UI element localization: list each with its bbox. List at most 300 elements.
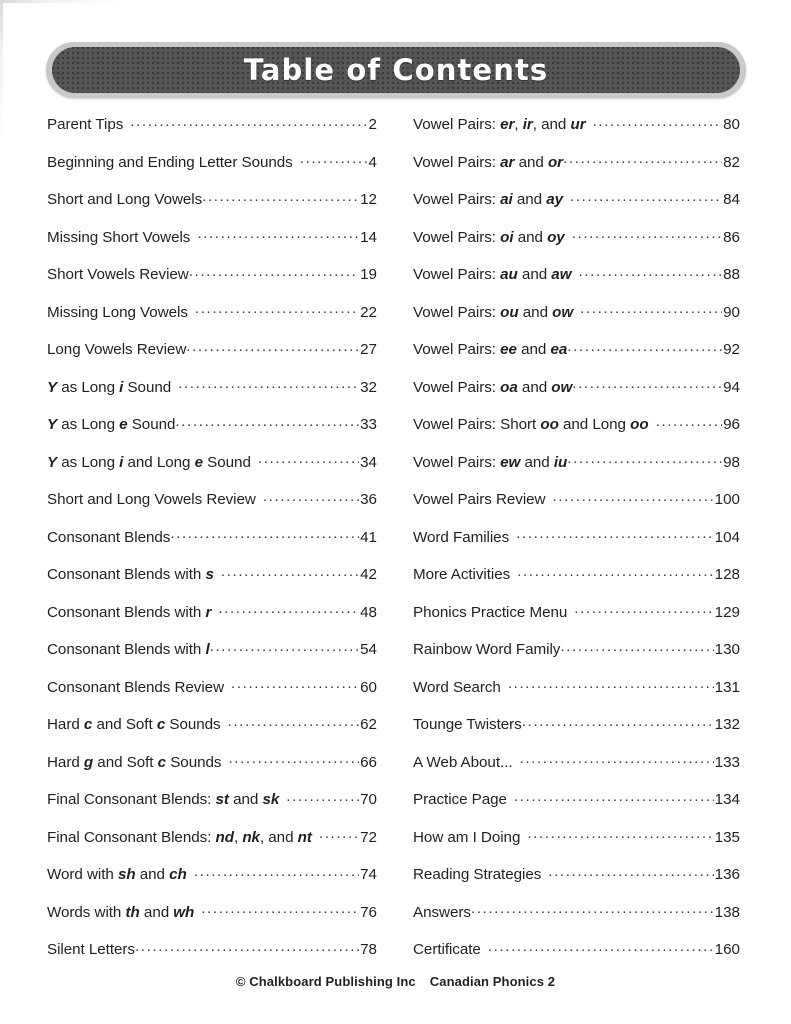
toc-page-number: 66 bbox=[360, 753, 377, 771]
toc-dot-leader bbox=[189, 264, 359, 279]
toc-entry-text: as Long bbox=[57, 416, 120, 434]
toc-page-number: 98 bbox=[723, 453, 740, 471]
toc-page-number: 33 bbox=[360, 416, 377, 434]
toc-entry-title bbox=[413, 829, 520, 846]
toc-entry-text: and bbox=[520, 453, 554, 471]
toc-dot-leader bbox=[516, 527, 714, 542]
toc-entry-text: and bbox=[512, 191, 547, 209]
toc-page-number: 60 bbox=[360, 678, 377, 696]
toc-entry-text: and bbox=[514, 153, 548, 171]
toc-page-number: 132 bbox=[714, 716, 740, 734]
toc-page-number: 54 bbox=[360, 641, 377, 659]
toc-page-number: 130 bbox=[714, 641, 740, 659]
toc-entry-title bbox=[47, 116, 123, 133]
toc-entry[interactable] bbox=[413, 264, 740, 302]
toc-page-number: 62 bbox=[360, 716, 377, 734]
toc-entry-text: Consonant Blends with bbox=[47, 641, 206, 659]
toc-dot-leader bbox=[514, 789, 714, 804]
toc-dot-leader bbox=[286, 789, 359, 804]
toc-entry[interactable] bbox=[413, 602, 740, 640]
toc-entry-text: Vowel Pairs: bbox=[413, 116, 501, 134]
toc-entry-text: and bbox=[135, 866, 170, 884]
toc-entry-phoneme: Y bbox=[47, 416, 58, 434]
toc-entry-text: Vowel Pairs: Short bbox=[413, 416, 541, 434]
toc-entry-phoneme: or bbox=[547, 153, 564, 171]
toc-entry-title bbox=[413, 679, 501, 696]
toc-entry[interactable] bbox=[413, 939, 740, 977]
toc-page-number: 134 bbox=[714, 791, 740, 809]
toc-entry[interactable] bbox=[413, 639, 740, 677]
toc-entry-text: Sound bbox=[127, 416, 176, 434]
toc-entry-text: Sounds bbox=[166, 753, 222, 771]
toc-entry-title bbox=[413, 529, 509, 546]
toc-entry-title bbox=[47, 604, 211, 621]
toc-entry-text: Vowel Pairs: bbox=[413, 266, 501, 284]
toc-page-number: 80 bbox=[723, 116, 740, 134]
toc-entry-title bbox=[47, 379, 171, 396]
toc-entry-title bbox=[47, 904, 194, 921]
toc-dot-leader bbox=[580, 302, 722, 317]
toc-dot-leader bbox=[517, 564, 714, 579]
toc-entry-text: Vowel Pairs: bbox=[413, 153, 501, 171]
toc-entry-text: Practice Page bbox=[413, 791, 507, 809]
toc-entry-text: , and bbox=[259, 828, 298, 846]
toc-entry-phoneme: iu bbox=[553, 453, 568, 471]
toc-page-number: 92 bbox=[723, 341, 740, 359]
toc-entry-title bbox=[47, 416, 175, 433]
toc-entry-phoneme: ai bbox=[500, 191, 513, 209]
toc-dot-leader bbox=[228, 714, 359, 729]
toc-entry-phoneme: Y bbox=[47, 378, 58, 396]
toc-entry[interactable] bbox=[47, 227, 377, 265]
toc-dot-leader bbox=[175, 414, 359, 429]
toc-page-number: 138 bbox=[714, 903, 740, 921]
toc-entry-text: and Long bbox=[123, 453, 195, 471]
toc-entry-text: Hard bbox=[47, 753, 84, 771]
toc-entry-title bbox=[413, 266, 571, 283]
toc-entry[interactable] bbox=[47, 339, 377, 377]
toc-dot-leader bbox=[522, 714, 714, 729]
toc-entry-phoneme: oo bbox=[540, 416, 559, 434]
toc-entry-title bbox=[413, 716, 522, 733]
toc-page-number: 100 bbox=[714, 491, 740, 509]
toc-entry-phoneme: e bbox=[194, 453, 204, 471]
toc-entry-text: Tounge Twisters bbox=[413, 716, 522, 734]
toc-entry-text: as Long bbox=[57, 453, 120, 471]
toc-entry[interactable] bbox=[47, 602, 377, 640]
toc-entry[interactable] bbox=[47, 189, 377, 227]
toc-entry-text: Words with bbox=[47, 903, 126, 921]
toc-entry[interactable] bbox=[413, 152, 740, 190]
toc-entry-title bbox=[47, 566, 214, 583]
toc-entry-text: Missing Short Vowels bbox=[47, 228, 191, 246]
toc-entry-title bbox=[413, 454, 567, 471]
toc-entry-phoneme: au bbox=[500, 266, 518, 284]
toc-entry-title bbox=[413, 754, 513, 771]
toc-entry-text: Final Consonant Blends: bbox=[47, 791, 216, 809]
toc-entry-title bbox=[413, 191, 563, 208]
toc-entry-phoneme: ee bbox=[500, 341, 517, 359]
toc-entry-title bbox=[413, 641, 560, 658]
toc-entry[interactable] bbox=[413, 527, 740, 565]
toc-entry[interactable] bbox=[47, 414, 377, 452]
toc-dot-leader bbox=[319, 827, 359, 842]
toc-entry-title bbox=[413, 416, 649, 433]
toc-entry-title bbox=[47, 304, 188, 321]
toc-entry-phoneme: er bbox=[500, 116, 515, 134]
toc-entry[interactable] bbox=[47, 564, 377, 602]
toc-page-number: 90 bbox=[723, 303, 740, 321]
toc-entry[interactable] bbox=[47, 864, 377, 902]
toc-entry-text: Word Families bbox=[413, 528, 510, 546]
toc-entry-text: Sounds bbox=[165, 716, 221, 734]
toc-dot-leader bbox=[656, 414, 723, 429]
toc-entry-text: and bbox=[139, 903, 174, 921]
toc-entry-text: Short and Long Vowels Review bbox=[47, 491, 256, 509]
toc-entry[interactable] bbox=[413, 564, 740, 602]
toc-entry-phoneme: g bbox=[83, 753, 94, 771]
toc-column-right bbox=[413, 114, 740, 977]
toc-entry-text: More Activities bbox=[413, 566, 511, 584]
toc-entry-text: , and bbox=[532, 116, 571, 134]
toc-page-number: 12 bbox=[360, 191, 377, 209]
toc-page-number: 135 bbox=[714, 828, 740, 846]
toc-entry-phoneme: st bbox=[215, 791, 229, 809]
toc-dot-leader bbox=[202, 189, 359, 204]
toc-entry-text: Missing Long Vowels bbox=[47, 303, 188, 321]
toc-entry-phoneme: c bbox=[156, 716, 166, 734]
toc-dot-leader bbox=[221, 564, 359, 579]
toc-entry-phoneme: ch bbox=[169, 866, 187, 884]
toc-entry-text: Sound bbox=[203, 453, 251, 471]
toc-page-number: 84 bbox=[723, 191, 740, 209]
toc-entry-title bbox=[413, 304, 573, 321]
toc-page-number: 96 bbox=[723, 416, 740, 434]
toc-dot-leader bbox=[178, 377, 359, 392]
toc-dot-leader bbox=[593, 114, 723, 129]
toc-entry[interactable] bbox=[413, 377, 740, 415]
toc-dot-leader bbox=[563, 152, 722, 167]
toc-entry-title bbox=[413, 904, 471, 921]
toc-entry[interactable] bbox=[47, 527, 377, 565]
toc-dot-leader bbox=[488, 939, 714, 954]
toc-entry-text: Hard bbox=[47, 716, 84, 734]
toc-entry-text: How am I Doing bbox=[413, 828, 521, 846]
toc-page-number: 48 bbox=[360, 603, 377, 621]
toc-entry[interactable] bbox=[47, 377, 377, 415]
toc-entry-phoneme: ow bbox=[551, 378, 573, 396]
toc-entry-text: and bbox=[228, 791, 263, 809]
toc-entry[interactable] bbox=[47, 752, 377, 790]
toc-page-number: 22 bbox=[360, 303, 377, 321]
toc-entry-text: Beginning and Ending Letter Sounds bbox=[47, 153, 293, 171]
toc-entry[interactable] bbox=[47, 827, 377, 865]
toc-dot-leader bbox=[231, 677, 359, 692]
toc-entry[interactable] bbox=[413, 302, 740, 340]
toc-page-number: 14 bbox=[360, 228, 377, 246]
toc-entry-text: Certificate bbox=[413, 941, 481, 959]
toc-entry[interactable] bbox=[413, 114, 740, 152]
toc-entry-phoneme: nt bbox=[297, 828, 312, 846]
toc-dot-leader bbox=[130, 114, 367, 129]
toc-entry[interactable] bbox=[413, 227, 740, 265]
toc-entry-title bbox=[47, 641, 210, 658]
toc-entry-phoneme: ew bbox=[500, 453, 521, 471]
toc-entry-title bbox=[47, 491, 256, 508]
toc-entry[interactable] bbox=[413, 414, 740, 452]
toc-dot-leader bbox=[560, 639, 713, 654]
toc-dot-leader bbox=[197, 227, 359, 242]
toc-dot-leader bbox=[520, 752, 714, 767]
toc-entry-phoneme: i bbox=[119, 378, 124, 396]
page-footer bbox=[0, 974, 791, 989]
toc-entry[interactable] bbox=[47, 639, 377, 677]
toc-entry-text: Consonant Blends Review bbox=[47, 678, 224, 696]
toc-entry[interactable] bbox=[413, 902, 740, 940]
toc-dot-leader bbox=[218, 602, 359, 617]
toc-dot-leader bbox=[186, 339, 359, 354]
toc-entry[interactable] bbox=[47, 114, 377, 152]
toc-entry-text: Answers bbox=[413, 903, 471, 921]
toc-entry[interactable] bbox=[413, 339, 740, 377]
toc-entry-phoneme: c bbox=[83, 716, 93, 734]
toc-entry-text: and bbox=[516, 341, 551, 359]
toc-entry-title bbox=[47, 754, 221, 771]
toc-entry-title bbox=[47, 866, 187, 883]
toc-entry-phoneme: sk bbox=[262, 791, 280, 809]
toc-entry-text: as Long bbox=[57, 378, 120, 396]
toc-entry-phoneme: c bbox=[157, 753, 167, 771]
toc-page-number: 129 bbox=[714, 603, 740, 621]
toc-entry-text: Long Vowels Review bbox=[47, 341, 187, 359]
toc-entry[interactable] bbox=[47, 714, 377, 752]
toc-entry-text: Word with bbox=[47, 866, 118, 884]
toc-entry-text: A Web About... bbox=[413, 753, 513, 771]
toc-entry-phoneme: ar bbox=[500, 153, 515, 171]
toc-entry-phoneme: r bbox=[205, 603, 212, 621]
toc-dot-leader bbox=[135, 939, 359, 954]
toc-entry-phoneme: ou bbox=[500, 303, 519, 321]
toc-entry-text: Phonics Practice Menu bbox=[413, 603, 568, 621]
toc-dot-leader bbox=[300, 152, 368, 167]
toc-page-number: 160 bbox=[714, 941, 740, 959]
toc-entry-phoneme: ay bbox=[546, 191, 564, 209]
toc-dot-leader bbox=[228, 752, 359, 767]
toc-entry-phoneme: oy bbox=[547, 228, 565, 246]
toc-entry-text: Vowel Pairs: bbox=[413, 341, 501, 359]
toc-entry-text: Consonant Blends with bbox=[47, 603, 206, 621]
toc-page-number: 76 bbox=[360, 903, 377, 921]
toc-entry[interactable] bbox=[413, 452, 740, 490]
toc-dot-leader bbox=[567, 452, 722, 467]
toc-entry-phoneme: oa bbox=[500, 378, 518, 396]
toc-entry-title bbox=[47, 454, 251, 471]
toc-entry-title bbox=[47, 529, 170, 546]
toc-column-left bbox=[47, 114, 377, 977]
toc-entry[interactable] bbox=[47, 489, 377, 527]
toc-page-number: 78 bbox=[360, 941, 377, 959]
toc-entry-phoneme: aw bbox=[551, 266, 572, 284]
toc-entry-phoneme: nk bbox=[242, 828, 260, 846]
toc-dot-leader bbox=[194, 864, 359, 879]
toc-dot-leader bbox=[578, 264, 722, 279]
toc-entry-phoneme: ur bbox=[570, 116, 586, 134]
toc-entry-text: Reading Strategies bbox=[413, 866, 542, 884]
toc-page-number: 41 bbox=[360, 528, 377, 546]
toc-entry-text: Vowel Pairs: bbox=[413, 453, 501, 471]
toc-page-number: 72 bbox=[360, 828, 377, 846]
footer-copyright: © Chalkboard Publishing Inc bbox=[235, 974, 416, 989]
toc-entry-text: Consonant Blends with bbox=[47, 566, 206, 584]
toc-entry-title bbox=[47, 791, 279, 808]
toc-entry-text: and bbox=[513, 228, 548, 246]
toc-entry-text: Sound bbox=[123, 378, 172, 396]
toc-entry-title bbox=[413, 604, 567, 621]
toc-entry[interactable] bbox=[413, 864, 740, 902]
toc-entry[interactable] bbox=[47, 902, 377, 940]
toc-entry-title bbox=[47, 829, 312, 846]
toc-dot-leader bbox=[471, 902, 714, 917]
toc-entry-phoneme: ow bbox=[552, 303, 574, 321]
toc-page-number: 133 bbox=[714, 753, 740, 771]
toc-entry-phoneme: l bbox=[205, 641, 210, 659]
toc-dot-leader bbox=[548, 864, 713, 879]
toc-columns bbox=[0, 114, 791, 977]
toc-entry-text: Parent Tips bbox=[47, 116, 124, 134]
toc-entry-text: and bbox=[517, 266, 552, 284]
toc-entry-title bbox=[47, 154, 293, 171]
toc-entry-phoneme: wh bbox=[173, 903, 195, 921]
toc-entry[interactable] bbox=[413, 752, 740, 790]
toc-entry-text: , bbox=[514, 116, 523, 134]
toc-entry[interactable] bbox=[47, 264, 377, 302]
toc-entry-text: Rainbow Word Family bbox=[413, 641, 561, 659]
toc-entry-title bbox=[413, 491, 545, 508]
toc-page-number: 128 bbox=[714, 566, 740, 584]
toc-entry[interactable] bbox=[47, 677, 377, 715]
toc-dot-leader bbox=[263, 489, 359, 504]
toc-entry-title bbox=[413, 154, 563, 171]
toc-entry-title bbox=[413, 229, 565, 246]
toc-page-number: 4 bbox=[368, 153, 377, 171]
toc-entry-text: and Soft bbox=[93, 753, 158, 771]
toc-entry-phoneme: s bbox=[205, 566, 214, 584]
toc-entry[interactable] bbox=[47, 452, 377, 490]
toc-entry-text: Vowel Pairs: bbox=[413, 191, 501, 209]
toc-dot-leader bbox=[572, 377, 722, 392]
toc-page-number: 82 bbox=[723, 153, 740, 171]
toc-entry[interactable] bbox=[413, 827, 740, 865]
toc-page-number: 2 bbox=[368, 116, 377, 134]
toc-entry[interactable] bbox=[413, 489, 740, 527]
toc-entry[interactable] bbox=[413, 789, 740, 827]
toc-entry-title bbox=[413, 566, 510, 583]
toc-page-number: 34 bbox=[360, 453, 377, 471]
toc-page-number: 36 bbox=[360, 491, 377, 509]
page-title: Table of Contents bbox=[243, 52, 549, 87]
toc-entry[interactable] bbox=[47, 939, 377, 977]
toc-entry-title bbox=[413, 791, 507, 808]
toc-entry-text: Short Vowels Review bbox=[47, 266, 189, 284]
toc-entry-phoneme: i bbox=[119, 453, 124, 471]
toc-entry-text: and bbox=[517, 378, 552, 396]
toc-entry-text: and Soft bbox=[92, 716, 157, 734]
toc-entry-title bbox=[47, 941, 135, 958]
toc-entry-text: , bbox=[233, 828, 243, 846]
toc-entry[interactable] bbox=[413, 189, 740, 227]
toc-page-number: 136 bbox=[714, 866, 740, 884]
toc-page-number: 27 bbox=[360, 341, 377, 359]
toc-entry-title bbox=[47, 191, 202, 208]
toc-entry-text: Vowel Pairs: bbox=[413, 378, 501, 396]
toc-entry-phoneme: Y bbox=[47, 453, 58, 471]
page-title-banner bbox=[46, 42, 746, 98]
toc-entry-phoneme: e bbox=[119, 416, 128, 434]
toc-entry-phoneme: nd bbox=[215, 828, 234, 846]
toc-entry-title bbox=[47, 341, 186, 358]
toc-entry-text: Vowel Pairs: bbox=[413, 303, 501, 321]
toc-dot-leader bbox=[572, 227, 722, 242]
toc-entry-text: and bbox=[518, 303, 553, 321]
toc-page-number: 104 bbox=[714, 528, 740, 546]
toc-page-number: 70 bbox=[360, 791, 377, 809]
toc-entry[interactable] bbox=[47, 302, 377, 340]
toc-entry-title bbox=[413, 379, 572, 396]
toc-dot-leader bbox=[195, 302, 359, 317]
toc-dot-leader bbox=[508, 677, 714, 692]
toc-entry-text: Short and Long Vowels bbox=[47, 191, 203, 209]
toc-entry-title bbox=[47, 266, 189, 283]
toc-entry-text: Vowel Pairs Review bbox=[413, 491, 546, 509]
toc-entry-title bbox=[413, 866, 541, 883]
footer-book-title: Canadian Phonics 2 bbox=[429, 974, 556, 989]
toc-entry-phoneme: oi bbox=[500, 228, 514, 246]
toc-entry-title bbox=[413, 341, 567, 358]
toc-entry[interactable] bbox=[413, 714, 740, 752]
toc-entry-text: Vowel Pairs: bbox=[413, 228, 501, 246]
banner-inner-fill bbox=[52, 47, 740, 93]
toc-page-number: 94 bbox=[723, 378, 740, 396]
toc-entry[interactable] bbox=[413, 677, 740, 715]
toc-dot-leader bbox=[567, 339, 722, 354]
toc-entry-title bbox=[47, 679, 224, 696]
toc-dot-leader bbox=[527, 827, 713, 842]
toc-entry-title bbox=[413, 941, 481, 958]
page-edge-shadow-top bbox=[0, 0, 791, 3]
toc-entry-phoneme: ea bbox=[550, 341, 568, 359]
toc-entry-text: Final Consonant Blends: bbox=[47, 828, 216, 846]
toc-entry-text: Word Search bbox=[413, 678, 501, 696]
toc-dot-leader bbox=[201, 902, 359, 917]
toc-page-number: 88 bbox=[723, 266, 740, 284]
toc-entry[interactable] bbox=[47, 789, 377, 827]
toc-entry-text: Silent Letters bbox=[47, 941, 135, 959]
toc-entry-text: Consonant Blends bbox=[47, 528, 171, 546]
toc-entry-phoneme: ir bbox=[522, 116, 533, 134]
toc-entry[interactable] bbox=[47, 152, 377, 190]
toc-dot-leader bbox=[210, 639, 359, 654]
toc-page-number: 131 bbox=[714, 678, 740, 696]
toc-entry-text: and Long bbox=[558, 416, 631, 434]
toc-dot-leader bbox=[170, 527, 359, 542]
toc-entry-phoneme: oo bbox=[630, 416, 649, 434]
toc-dot-leader bbox=[574, 602, 713, 617]
toc-page-number: 86 bbox=[723, 228, 740, 246]
toc-dot-leader bbox=[552, 489, 713, 504]
toc-dot-leader bbox=[570, 189, 722, 204]
toc-entry-phoneme: th bbox=[125, 903, 140, 921]
toc-dot-leader bbox=[258, 452, 359, 467]
